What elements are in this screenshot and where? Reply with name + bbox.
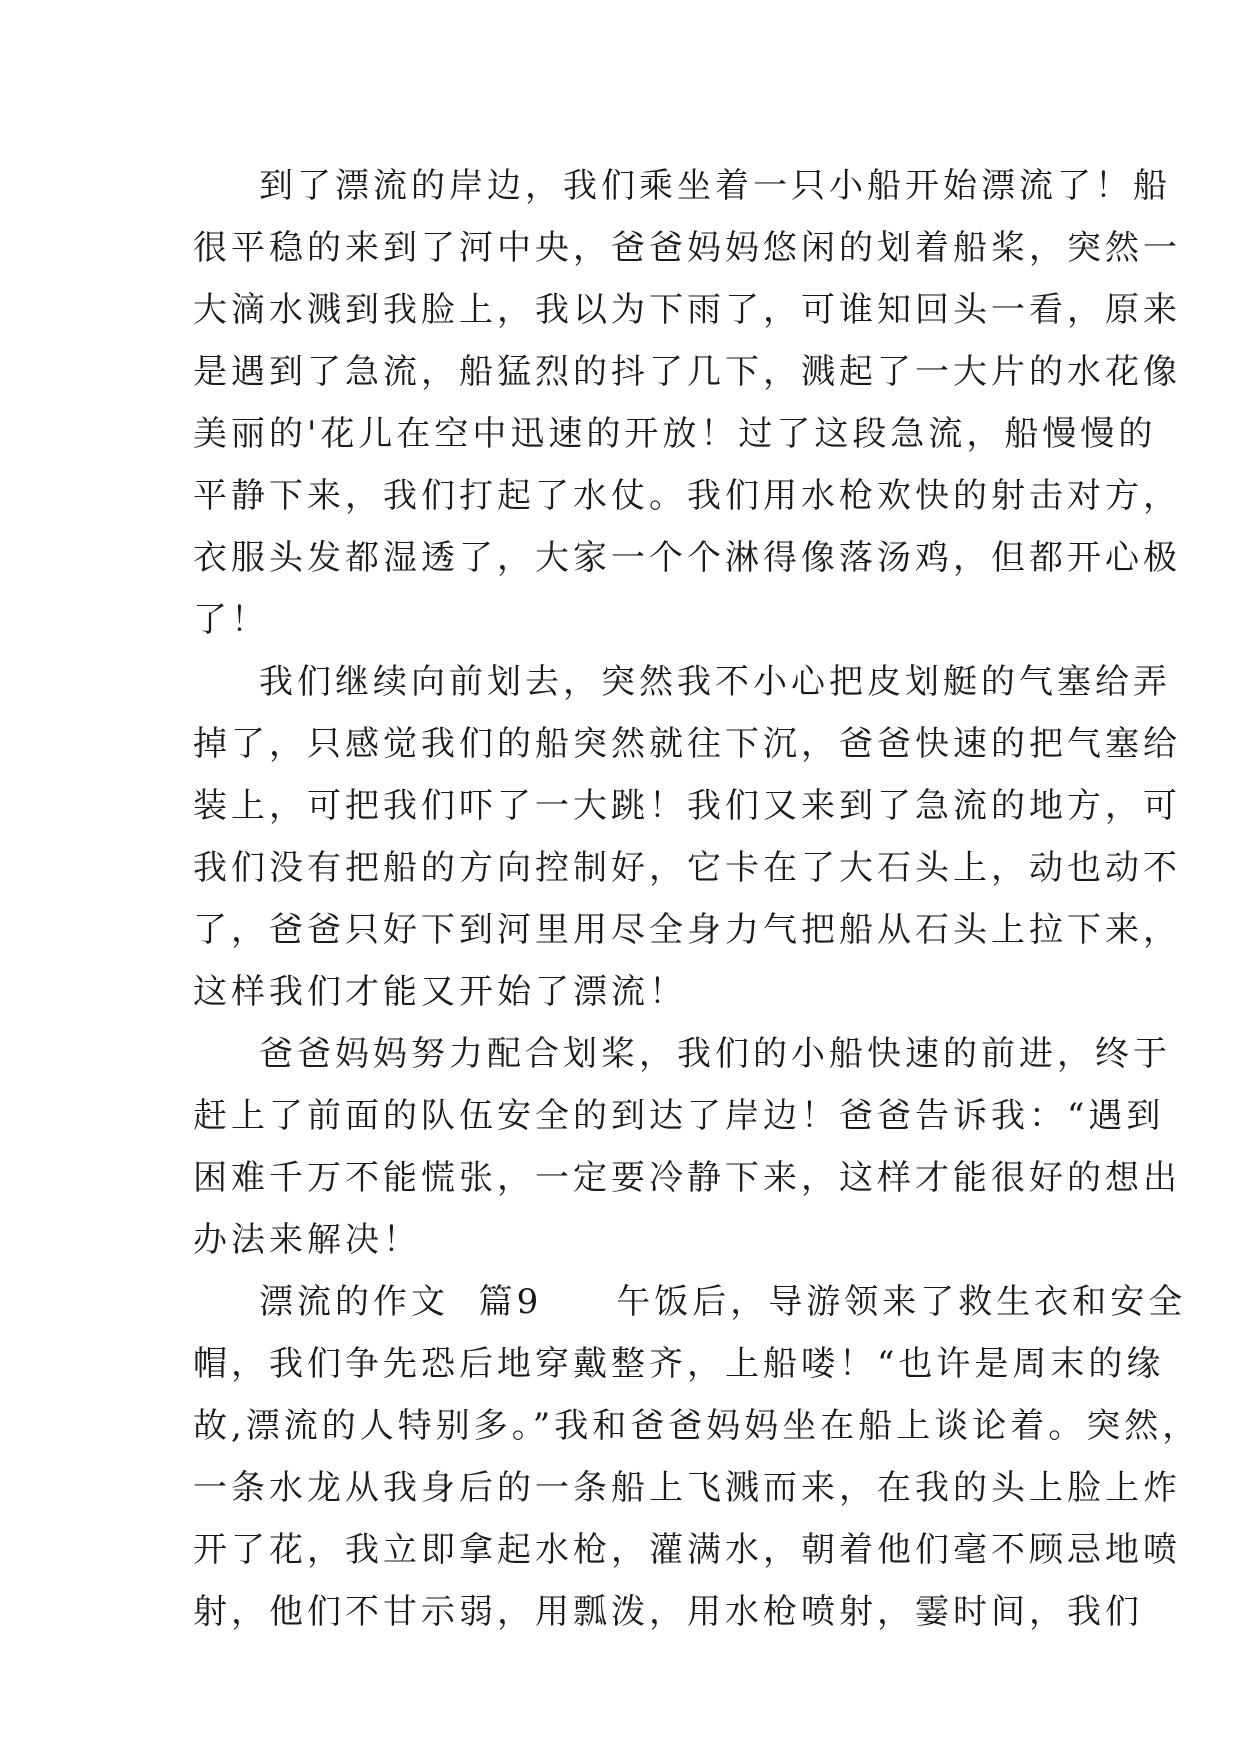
text-line: 开了花，我立即拿起水枪，灌满水，朝着他们毫不顾忌地喷: [193, 1530, 1181, 1570]
text-line: 爸爸妈妈努力配合划桨，我们的小船快速的前进，终于: [259, 1034, 1171, 1074]
text-line: 很平稳的来到了河中央，爸爸妈妈悠闲的划着船桨，突然一: [193, 228, 1181, 268]
text-line: 平静下来，我们打起了水仗。我们用水枪欢快的射击对方，: [193, 476, 1181, 516]
text-line: 我们继续向前划去，突然我不小心把皮划艇的气塞给弄: [259, 662, 1171, 702]
text-line: 到了漂流的岸边，我们乘坐着一只小船开始漂流了！船: [259, 166, 1171, 206]
text-line: 了，爸爸只好下到河里用尽全身力气把船从石头上拉下来，: [193, 910, 1181, 950]
text-line: 掉了，只感觉我们的船突然就往下沉，爸爸快速的把气塞给: [193, 724, 1181, 764]
text-line: 故,漂流的人特别多。”我和爸爸妈妈坐在船上谈论着。突然，: [193, 1406, 1201, 1446]
text-line: 一条水龙从我身后的一条船上飞溅而来，在我的头上脸上炸: [193, 1468, 1181, 1508]
text-line: 困难千万不能慌张，一定要冷静下来，这样才能很好的想出: [193, 1158, 1181, 1198]
document-body: [193, 155, 1201, 1643]
text-line: 射，他们不甘示弱，用瓢泼，用水枪喷射，霎时间，我们: [193, 1592, 1143, 1632]
text-line: 装上，可把我们吓了一大跳！我们又来到了急流的地方，可: [193, 786, 1181, 826]
text-line: 是遇到了急流，船猛烈的抖了几下，溅起了一大片的水花像: [193, 352, 1181, 392]
text-line: 大滴水溅到我脸上，我以为下雨了，可谁知回头一看，原来: [193, 290, 1181, 330]
text-line: 办法来解决！: [193, 1220, 421, 1260]
text-line: 了！: [193, 600, 269, 640]
text-line: 这样我们才能又开始了漂流！: [193, 972, 687, 1012]
text-line: 漂流的作文 篇9 午饭后，导游领来了救生衣和安全: [259, 1282, 1187, 1322]
text-line: 衣服头发都湿透了，大家一个个淋得像落汤鸡，但都开心极: [193, 538, 1181, 578]
text-line: 帽，我们争先恐后地穿戴整齐，上船喽！“也许是周末的缘: [193, 1344, 1165, 1384]
text-line: 美丽的'花儿在空中迅速的开放！过了这段急流，船慢慢的: [193, 414, 1157, 454]
text-line: 赶上了前面的队伍安全的到达了岸边！爸爸告诉我：“遇到: [193, 1096, 1165, 1136]
text-line: 我们没有把船的方向控制好，它卡在了大石头上，动也动不: [193, 848, 1181, 888]
